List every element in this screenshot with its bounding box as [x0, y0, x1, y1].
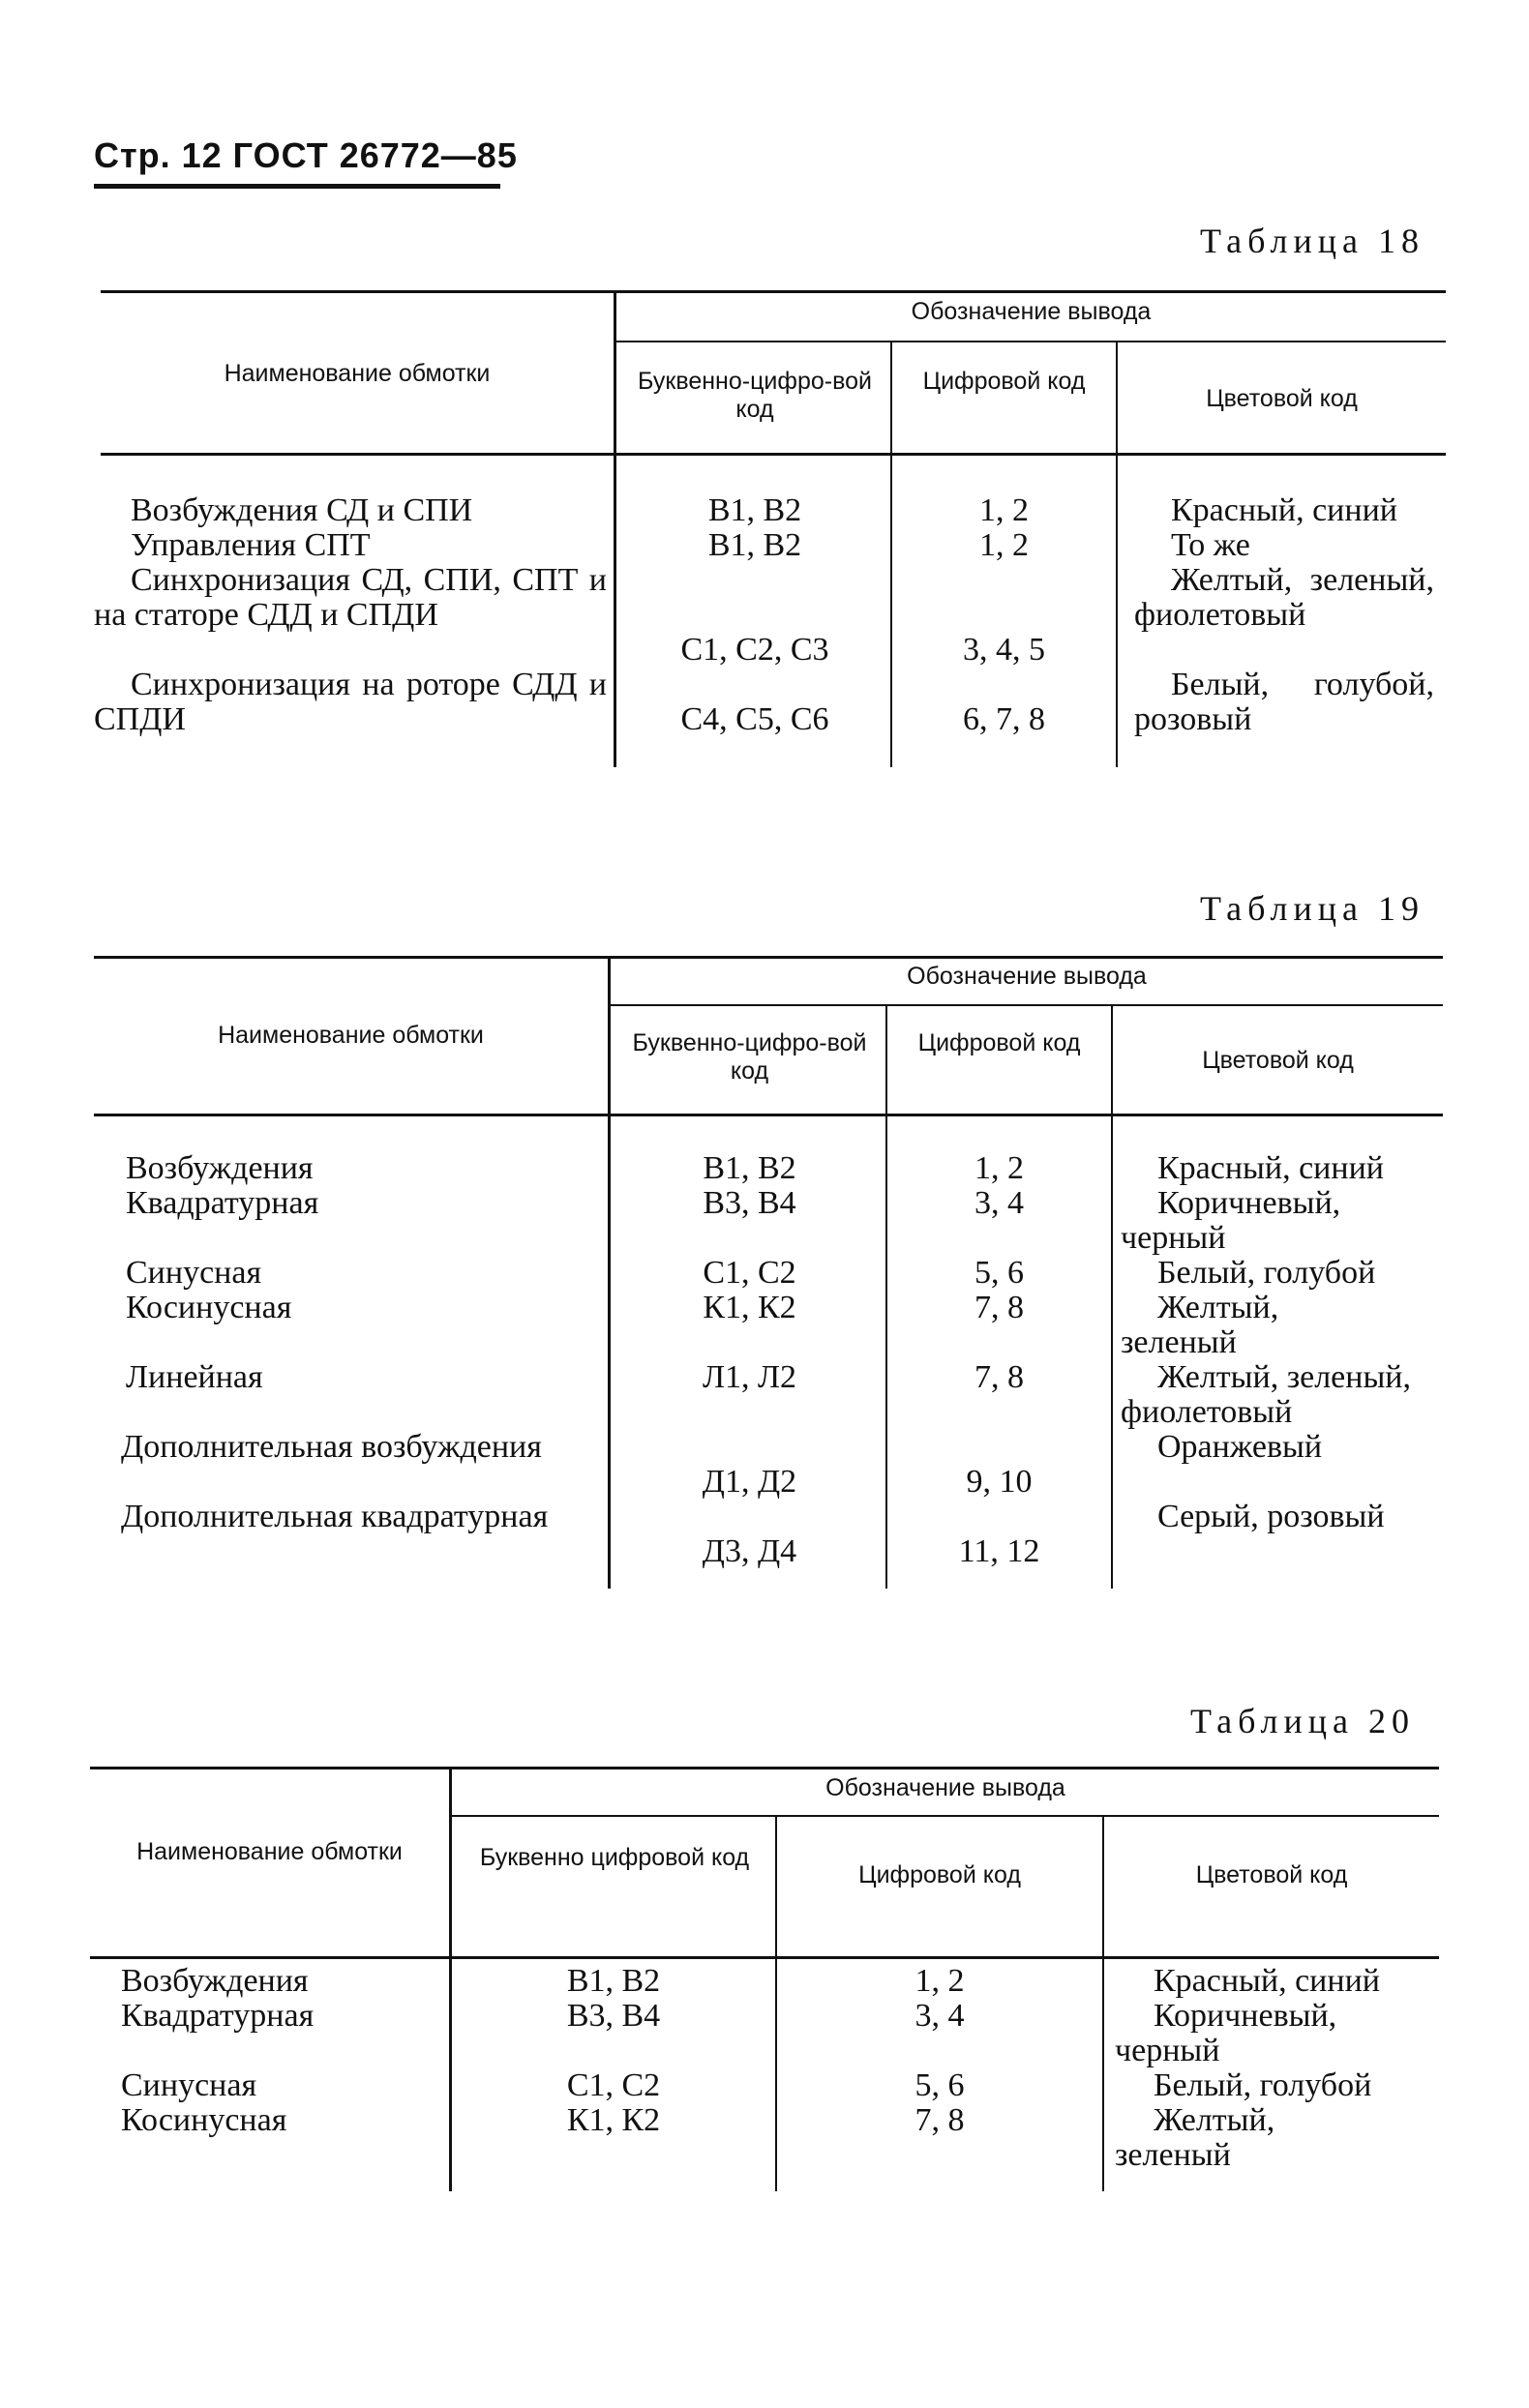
table19-row-digit: 11, 12 [958, 1533, 1040, 1569]
table20-divider [1102, 1959, 1104, 2191]
table19-row-name: Косинусная [126, 1290, 292, 1325]
table19-top-rule [94, 956, 1443, 959]
table20-row-alnum: В3, В4 [566, 1998, 661, 2034]
table19-header-group: Обозначение вывода [907, 963, 1147, 990]
table20-row-color: Коричневый, черный [1115, 1998, 1337, 2068]
table18-row-name: Возбуждения СД и СПИ [131, 492, 473, 528]
table19-row-color: Серый, розовый [1157, 1499, 1385, 1534]
table20-row-name: Косинусная [121, 2102, 287, 2138]
table20-row-digit: 7, 8 [914, 2102, 965, 2138]
table19-row-digit: 3, 4 [974, 1185, 1024, 1221]
table20-row-color: Желтый, зеленый [1115, 2102, 1275, 2173]
table18-caption: Таблица 18 [1200, 222, 1424, 260]
table19-row-color: Желтый, зеленый, фиолетовый [1121, 1359, 1412, 1430]
table20-header-group: Обозначение вывода [825, 1774, 1065, 1801]
table19-row-alnum: В3, В4 [703, 1185, 796, 1221]
table19-divider [608, 1116, 611, 1589]
table19-row-alnum: Д1, Д2 [702, 1464, 797, 1500]
table20-row-digit: 5, 6 [914, 2067, 965, 2103]
table20-header-name: Наименование обмотки [136, 1838, 403, 1865]
table18-row-color: Красный, синий [1171, 492, 1397, 528]
table20-row-name: Возбуждения [121, 1963, 309, 1999]
table18-row-name: Синхронизация СД, СПИ, СПТ и на статоре СДД и СПДИ [94, 562, 607, 633]
table18-header-group: Обозначение вывода [911, 298, 1152, 325]
table19-row-name: Дополнительная возбуждения [121, 1429, 542, 1465]
table18-divider [1116, 456, 1118, 767]
table19-row-color: Коричневый, черный [1121, 1185, 1341, 1256]
table18-row-alnum: В1, В2 [707, 527, 802, 563]
table18-row-name: Синхронизация на роторе СДД и СПДИ [94, 667, 607, 737]
table19-header-digit: Цифровой код [917, 1029, 1081, 1056]
header-rule [94, 184, 500, 189]
table18-row-digit: 1, 2 [979, 492, 1029, 528]
table18-header-name: Наименование обмотки [224, 360, 491, 387]
table19-row-color: Оранжевый [1157, 1429, 1323, 1465]
table19-row-alnum: С1, С2 [703, 1255, 796, 1291]
table19-row-digit: 1, 2 [974, 1150, 1024, 1186]
table20-row-digit: 3, 4 [914, 1998, 965, 2034]
table18-row-digit: 6, 7, 8 [963, 701, 1045, 737]
page-header: Стр. 12 ГОСТ 26772—85 [94, 135, 518, 175]
table18-row-color: Желтый, зеленый, фиолетовый [1134, 562, 1434, 633]
table19-row-digit: 7, 8 [974, 1290, 1024, 1325]
table18-row-alnum: В1, В2 [707, 492, 802, 528]
table19-row-name: Синусная [126, 1255, 262, 1291]
table19-header-alnum: Буквенно-цифро-вой код [632, 1029, 867, 1085]
table19-row-color: Желтый, зеленый [1121, 1290, 1279, 1360]
table20-row-alnum: В1, В2 [566, 1963, 661, 1999]
table19-header-rule [94, 1114, 1443, 1116]
table18-header-color: Цветовой код [1206, 385, 1358, 412]
table19-row-digit: 9, 10 [966, 1464, 1033, 1500]
table19-row-name: Возбуждения [126, 1150, 314, 1186]
table18-row-alnum: С4, С5, С6 [680, 701, 829, 737]
table19-row-digit: 7, 8 [974, 1359, 1024, 1395]
table18-row-color: Белый, голубой, розовый [1134, 667, 1434, 737]
table18-divider [614, 456, 616, 767]
table20-top-rule [90, 1767, 1439, 1769]
table19-row-name: Дополнительная квадратурная [121, 1499, 549, 1534]
table19-row-alnum: Л1, Л2 [702, 1359, 797, 1395]
table19-row-name: Линейная [126, 1359, 263, 1395]
table19-row-name: Квадратурная [126, 1185, 319, 1221]
table18-group-rule [616, 341, 1446, 342]
table19-row-alnum: К1, К2 [703, 1290, 796, 1325]
table19-row-color: Красный, синий [1157, 1150, 1384, 1186]
table20-header-alnum: Буквенно цифровой код [479, 1844, 750, 1871]
table19-header-name: Наименование обмотки [218, 1022, 484, 1049]
table20-header-color: Цветовой код [1195, 1861, 1348, 1888]
table19-header-color: Цветовой код [1202, 1047, 1354, 1074]
table20-caption: Таблица 20 [1190, 1702, 1415, 1740]
table20-row-color: Красный, синий [1154, 1963, 1380, 1999]
table18-header-alnum: Буквенно-цифро-вой код [638, 368, 872, 423]
table18-row-alnum: С1, С2, С3 [680, 632, 829, 668]
table20-row-name: Квадратурная [121, 1998, 315, 2034]
table20-row-digit: 1, 2 [914, 1963, 965, 1999]
table18-row-name: Управления СПТ [131, 527, 371, 563]
table20-header-digit: Цифровой код [858, 1861, 1021, 1888]
table18-divider [890, 342, 892, 453]
table19-divider [885, 1006, 887, 1114]
table18-header-rule [101, 453, 1446, 456]
table20-row-color: Белый, голубой [1154, 2067, 1372, 2103]
table20-row-alnum: К1, К2 [566, 2102, 661, 2138]
table18-row-color: То же [1171, 527, 1250, 563]
table19-row-color: Белый, голубой [1157, 1255, 1376, 1291]
table19-caption: Таблица 19 [1200, 889, 1424, 928]
table18-row-digit: 3, 4, 5 [963, 632, 1045, 668]
table18-top-rule [101, 290, 1446, 293]
table18-row-digit: 1, 2 [979, 527, 1029, 563]
table20-header-rule [90, 1956, 1439, 1959]
table19-row-alnum: Д3, Д4 [702, 1533, 797, 1569]
table19-group-rule [611, 1004, 1443, 1006]
table20-row-alnum: С1, С2 [566, 2067, 661, 2103]
table19-row-alnum: В1, В2 [703, 1150, 796, 1186]
table19-row-digit: 5, 6 [974, 1255, 1024, 1291]
table19-divider [1111, 1116, 1113, 1589]
table20-group-rule [452, 1815, 1439, 1817]
table20-row-name: Синусная [121, 2067, 257, 2103]
table18-header-digit: Цифровой код [922, 368, 1086, 395]
